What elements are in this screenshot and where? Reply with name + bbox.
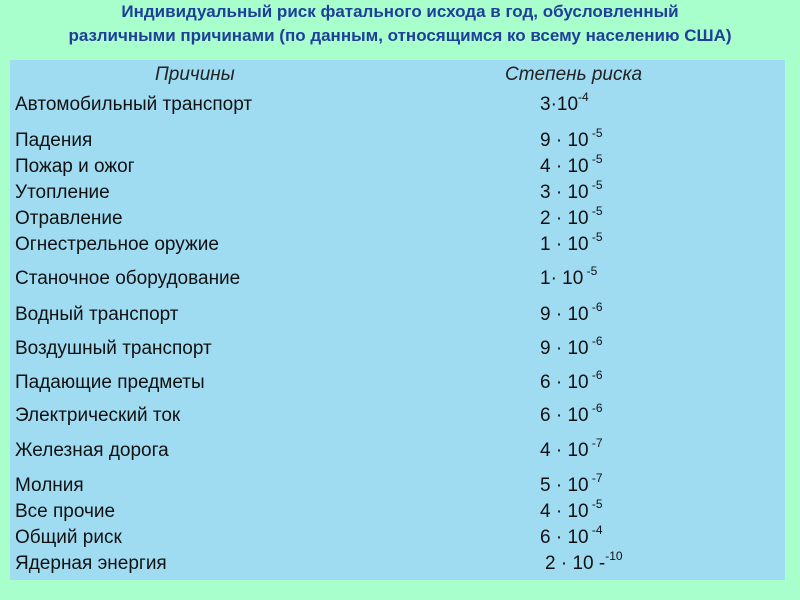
table-row <box>10 302 785 328</box>
risk-cell <box>540 302 603 328</box>
table-row <box>10 92 785 118</box>
table-row <box>10 438 785 464</box>
table-row <box>10 525 785 551</box>
risk-base: 1 · 10 <box>540 234 589 255</box>
risk-cell <box>540 473 603 499</box>
risk-cell <box>540 154 603 180</box>
risk-cell <box>540 232 603 258</box>
risk-base: 9 · 10 <box>540 304 589 325</box>
risk-exponent: -4 <box>578 90 589 104</box>
risk-exponent: -6 <box>588 300 603 314</box>
risk-base: 4 · 10 <box>540 440 589 461</box>
risk-base: 3 · 10 <box>540 182 589 203</box>
cause-cell: Автомобильный транспорт <box>15 94 253 115</box>
cause-cell: Отравление <box>15 208 123 229</box>
risk-cell <box>540 336 603 362</box>
title-line-1: Индивидуальный риск фатального исхода в год, обусловленный <box>121 2 679 21</box>
header-risk: Степень риска <box>505 64 643 85</box>
risk-base: 2 · 10 <box>540 208 589 229</box>
table-row <box>10 154 785 180</box>
cause-cell: Молния <box>15 475 84 496</box>
risk-base: 3·10 <box>540 94 579 115</box>
risk-exponent: -5 <box>588 204 603 218</box>
risk-base: 4 · 10 <box>540 501 589 522</box>
risk-base: 1· 10 <box>540 268 584 289</box>
risk-exponent: -4 <box>588 523 603 537</box>
table-row <box>10 403 785 429</box>
risk-cell <box>540 92 589 118</box>
cause-cell: Воздушный транспорт <box>15 338 212 359</box>
risk-exponent: -10 <box>605 549 623 563</box>
risk-exponent: -5 <box>583 264 598 278</box>
table-row <box>10 336 785 362</box>
table-row <box>10 266 785 292</box>
risk-table <box>10 60 785 580</box>
risk-base: 4 · 10 <box>540 156 589 177</box>
risk-cell <box>540 403 603 429</box>
risk-cell <box>540 499 603 525</box>
risk-cell <box>540 206 603 232</box>
risk-exponent: -5 <box>588 230 603 244</box>
cause-cell: Огнестрельное оружие <box>15 234 219 255</box>
cause-cell: Падающие предметы <box>15 372 205 393</box>
risk-base: 5 · 10 <box>540 475 589 496</box>
cause-cell: Падения <box>15 130 93 151</box>
table-row <box>10 128 785 154</box>
cause-cell: Электрический ток <box>15 405 181 426</box>
risk-exponent: -7 <box>588 471 603 485</box>
risk-cell <box>540 128 603 154</box>
table-row <box>10 232 785 258</box>
cause-cell: Общий риск <box>15 527 122 548</box>
risk-exponent: -5 <box>588 178 603 192</box>
table-row <box>10 370 785 396</box>
table-row <box>10 473 785 499</box>
cause-cell: Ядерная энергия <box>15 553 167 574</box>
risk-base: 9 · 10 <box>540 338 589 359</box>
table-row <box>10 180 785 206</box>
page-title <box>0 0 800 50</box>
risk-exponent: -6 <box>588 334 603 348</box>
risk-base: 6 · 10 <box>540 405 589 426</box>
cause-cell: Пожар и ожог <box>15 156 135 177</box>
table-row <box>10 206 785 232</box>
cause-cell: Станочное оборудование <box>15 268 241 289</box>
table-row <box>10 551 785 577</box>
header-cause: Причины <box>155 64 235 85</box>
cause-cell: Утопление <box>15 182 110 203</box>
risk-cell <box>540 180 603 206</box>
risk-cell <box>545 551 623 577</box>
risk-exponent: -6 <box>588 401 603 415</box>
risk-exponent: -5 <box>588 497 603 511</box>
risk-base: 6 · 10 <box>540 372 589 393</box>
risk-base: 6 · 10 <box>540 527 589 548</box>
cause-cell: Железная дорога <box>15 440 169 461</box>
risk-base: 2 · 10 - <box>545 553 606 574</box>
risk-exponent: -5 <box>588 152 603 166</box>
table-header-row <box>10 62 785 88</box>
cause-cell: Водный транспорт <box>15 304 179 325</box>
title-line-2: различными причинами (по данным, относящимся ко всему населению США) <box>68 26 732 45</box>
cause-cell: Все прочие <box>15 501 116 522</box>
risk-cell <box>540 438 603 464</box>
risk-exponent: -5 <box>588 126 603 140</box>
table-row <box>10 499 785 525</box>
risk-cell <box>540 370 603 396</box>
risk-exponent: -7 <box>588 436 603 450</box>
risk-cell <box>540 266 597 292</box>
risk-exponent: -6 <box>588 368 603 382</box>
risk-base: 9 · 10 <box>540 130 589 151</box>
risk-cell <box>540 525 603 551</box>
